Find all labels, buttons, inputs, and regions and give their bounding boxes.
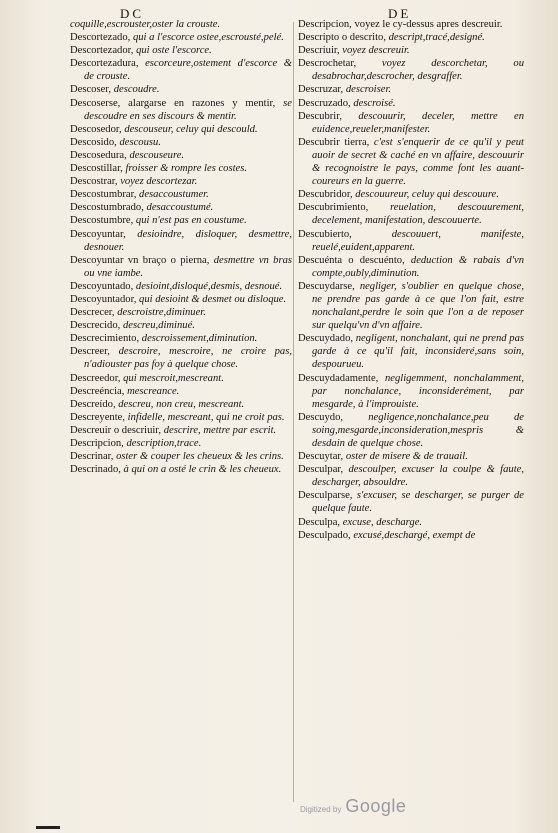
entry-headword: Desculpar, (298, 464, 344, 476)
left-column (70, 18, 292, 476)
dictionary-entry (70, 280, 292, 293)
dictionary-entry (70, 83, 292, 96)
dictionary-entry (70, 149, 292, 162)
entry-headword: Descoser, (70, 84, 112, 96)
dictionary-entry (70, 450, 292, 463)
entry-definition: descouuert, manifeste, reuelé,euident,apparent. (312, 228, 524, 253)
running-head-right: DE (388, 6, 412, 21)
entry-definition: qui a l'escorce ostee,escrousté,pelé. (132, 32, 284, 44)
dictionary-entry (70, 437, 292, 450)
entry-headword: Descuytar, (298, 451, 344, 463)
dictionary-entry (298, 57, 524, 83)
running-head-left: DC (120, 6, 145, 21)
entry-definition: deduction & rabais d'vn compte,oubly,diminution. (312, 254, 524, 279)
dictionary-entry (70, 254, 292, 280)
dictionary-entry (298, 411, 524, 450)
entry-definition: escorceure,ostement d'escorce & de crouste. (84, 58, 292, 83)
dictionary-entry (70, 97, 292, 123)
entry-headword: Descriuir, (298, 45, 340, 57)
entry-definition: descroire, mescroire, ne croire pas, n'adiouster pas foy à quelque chose. (84, 346, 292, 371)
entry-definition: descreu, non creu, mescreant. (118, 398, 245, 410)
entry-definition: infidelle, mescreant, qui ne croit pas. (127, 411, 285, 423)
entry-definition: descousu. (119, 136, 161, 148)
dictionary-entry (70, 293, 292, 306)
entry-definition: voyez descorchetar, ou desabrochar,descrocher, desgraffer. (312, 58, 524, 83)
dictionary-entry (298, 372, 524, 411)
watermark-brand: Google (345, 796, 407, 816)
entry-headword: Descripcion, voyez le cy-dessus apres descreuir. (298, 19, 503, 30)
entry-definition: descouureur, celuy qui descouure. (355, 189, 499, 201)
dictionary-entry (70, 319, 292, 332)
right-column (298, 18, 524, 542)
entry-definition: negligemment, nonchalamment, par nonchalance, inconsiderément, par mesgarde, à l'improuiste. (312, 372, 524, 410)
entry-headword: Descripcion, (70, 438, 124, 449)
entry-definition: negliger, s'oublier en quelque chose, ne prendre pas garde à ce que l'on fait, estre nonchalant,perdre le soin que l'on a de reposer sur quelqu'vn d'vn affaire. (312, 280, 524, 332)
entry-definition: descript,tracé,designé. (388, 32, 485, 44)
dictionary-entry (298, 188, 524, 201)
entry-definition: froisser & rompre les costes. (125, 163, 248, 175)
dictionary-entry (298, 201, 524, 227)
dictionary-entry (70, 57, 292, 83)
dictionary-entry (298, 254, 524, 280)
entry-headword: Descoyuntado, (70, 280, 134, 292)
entry-headword: Descortezador, (70, 45, 134, 57)
entry-headword: Descruzar, (298, 84, 344, 96)
entry-headword: Descruzado, (298, 97, 351, 109)
entry-definition: qui n'est pas en coustume. (135, 215, 247, 227)
entry-definition: descrire, mettre par escrit. (163, 424, 277, 436)
entry-definition: descroiser. (345, 84, 392, 96)
entry-definition: desaccoustumé. (146, 202, 214, 214)
watermark-prefix: Digitized by (300, 805, 342, 814)
entry-headword: Descrinado, (70, 464, 121, 476)
entry-headword: Descreer, (70, 346, 110, 358)
dictionary-entry (70, 201, 292, 214)
entry-headword: Descrecimiento, (70, 333, 140, 345)
entry-headword: Desculpado, (298, 529, 351, 541)
entry-definition: coquille,escrouster,oster la crouste. (70, 19, 221, 30)
entry-headword: Descosedor, (70, 123, 122, 135)
entry-headword: Descreuir o descriuir, (70, 424, 162, 436)
dictionary-entry (70, 385, 292, 398)
dictionary-entry (298, 450, 524, 463)
entry-definition: reuelation, descouurement, decelement, manifestation, descouuerte. (312, 202, 524, 227)
entry-definition: desmettre vn bras ou vne iambe. (84, 254, 292, 279)
entry-definition: descouseur, celuy qui descould. (124, 123, 258, 135)
dictionary-entry (70, 424, 292, 437)
entry-headword: Descreyente, (70, 411, 125, 423)
entry-definition: oster & couper les cheueux & les crins. (116, 451, 284, 463)
dictionary-entry (70, 175, 292, 188)
entry-definition: oster de misere & de trauail. (345, 451, 468, 463)
entry-definition: s'excuser, se descharger, se purger de quelque faute. (312, 490, 524, 515)
entry-definition: qui desioint & desmet ou disloque. (139, 293, 287, 305)
dictionary-entry (298, 280, 524, 332)
dictionary-entry (298, 332, 524, 371)
entry-headword: Descreedor, (70, 372, 121, 384)
entry-definition: desioindre, disloquer, desmettre, desnouer. (84, 228, 292, 253)
entry-definition: descoudre. (113, 84, 160, 96)
dictionary-entry (298, 489, 524, 515)
entry-headword: Descuydadamente, (298, 372, 379, 384)
entry-headword: Descoyuntar vn braço o pierna, (70, 254, 210, 266)
entry-definition: desioint,disloqué,desmis, desnoué. (135, 280, 283, 292)
entry-definition: qui oste l'escorce. (136, 45, 212, 57)
entry-headword: Descreéncia, (70, 385, 125, 397)
dictionary-entry (70, 306, 292, 319)
entry-headword: Descuydarse, (298, 280, 355, 292)
entry-definition: negligent, nonchalant, qui ne prend pas garde à ce qu'il fait, inconsideré,sans soin, despourueu. (312, 333, 524, 371)
entry-definition: negligence,nonchalance,peu de soing,mesgarde,inconsideration,mespris & desdain de quelque chose. (312, 411, 524, 449)
dictionary-entry (70, 332, 292, 345)
dictionary-entry (298, 136, 524, 188)
entry-headword: Descubrimiento, (298, 202, 369, 214)
entry-headword: Descripto o descrito, (298, 32, 386, 44)
entry-definition: mescreance. (127, 385, 180, 397)
entry-definition: descroistre,diminuer. (117, 307, 206, 319)
dictionary-entry (298, 31, 524, 44)
dictionary-entry (70, 214, 292, 227)
entry-definition: descouurir, deceler, mettre en euidence,reueler,manifester. (312, 110, 524, 135)
entry-headword: Descosido, (70, 136, 117, 148)
entry-headword: Desculpa, (298, 516, 341, 528)
entry-definition: descreu,diminué. (122, 320, 195, 332)
entry-headword: Descostumbrado, (70, 202, 144, 214)
entry-headword: Descuydo, (298, 411, 344, 423)
column-divider (293, 22, 294, 802)
entry-headword: Descuydado, (298, 333, 354, 345)
dictionary-entry (298, 44, 524, 57)
entry-headword: Descubridor, (298, 189, 353, 201)
entry-headword: Descortezado, (70, 32, 131, 44)
entry-definition: descouseure. (129, 149, 185, 161)
entry-headword: Descostrar, (70, 176, 118, 188)
dictionary-entry (70, 18, 292, 31)
dictionary-entry (70, 345, 292, 371)
entry-headword: Descubrir, (298, 110, 342, 122)
dictionary-entry (70, 372, 292, 385)
entry-headword: Descrecer, (70, 307, 115, 319)
dictionary-entry (70, 123, 292, 136)
dictionary-entry (298, 228, 524, 254)
dictionary-entry (298, 463, 524, 489)
dictionary-entry (298, 516, 524, 529)
dictionary-entry (70, 188, 292, 201)
entry-definition: se descoudre en ses discours & mentir. (84, 97, 292, 122)
entry-definition: descroissement,diminution. (141, 333, 258, 345)
entry-headword: Descubrir tierra, (298, 136, 370, 148)
dictionary-entry (298, 18, 524, 31)
entry-definition: description,trace. (126, 438, 202, 449)
entry-headword: Descubierto, (298, 228, 352, 240)
entry-definition: c'est s'enquerir de ce qu'il y peut auoir de secret & caché en vn affaire, descouurir & recognoistre le pays, comme font les auant-coureurs en la guerre. (312, 136, 525, 188)
digitization-watermark (300, 796, 430, 816)
entry-headword: Descostumbre, (70, 215, 134, 227)
entry-definition: voyez descortezar. (120, 176, 198, 188)
entry-headword: Descreído, (70, 398, 116, 410)
dictionary-entry (298, 83, 524, 96)
entry-definition: desaccoustumer. (139, 189, 209, 201)
entry-headword: Descoyuntar, (70, 228, 126, 240)
entry-headword: Descrecido, (70, 320, 121, 332)
entry-headword: Descoserse, alargarse en razones y mentir, (70, 97, 276, 109)
entry-definition: excuse, descharge. (342, 516, 423, 528)
dictionary-entry (298, 97, 524, 110)
entry-definition: à qui on a osté le crin & les cheueux. (123, 464, 282, 476)
entry-definition: voyez descreuir. (342, 45, 410, 57)
entry-headword: Descostumbrar, (70, 189, 137, 201)
dictionary-entry (70, 162, 292, 175)
dictionary-entry (70, 398, 292, 411)
dictionary-entry (70, 228, 292, 254)
entry-definition: qui mescroit,mescreant. (123, 372, 224, 384)
entry-headword: Descoyuntador, (70, 293, 137, 305)
entry-definition: descoulper, excuser la coulpe & faute, descharger, absouldre. (312, 464, 524, 489)
entry-headword: Descostillar, (70, 163, 123, 175)
entry-headword: Descosedura, (70, 149, 127, 161)
entry-definition: descroisé. (353, 97, 396, 109)
entry-headword: Descrinar, (70, 451, 114, 463)
entry-headword: Descortezadura, (70, 58, 139, 70)
entry-headword: Descrochetar, (298, 58, 357, 70)
entry-headword: Descuénta o descuénto, (298, 254, 405, 266)
page-edge-mark (36, 826, 60, 829)
dictionary-entry (70, 44, 292, 57)
entry-definition: excusé,deschargé, exempt de (353, 529, 476, 541)
dictionary-entry (70, 31, 292, 44)
entry-headword: Desculparse, (298, 490, 353, 502)
dictionary-entry (70, 136, 292, 149)
dictionary-entry (70, 411, 292, 424)
dictionary-entry (298, 529, 524, 542)
dictionary-entry (70, 463, 292, 476)
dictionary-entry (298, 110, 524, 136)
